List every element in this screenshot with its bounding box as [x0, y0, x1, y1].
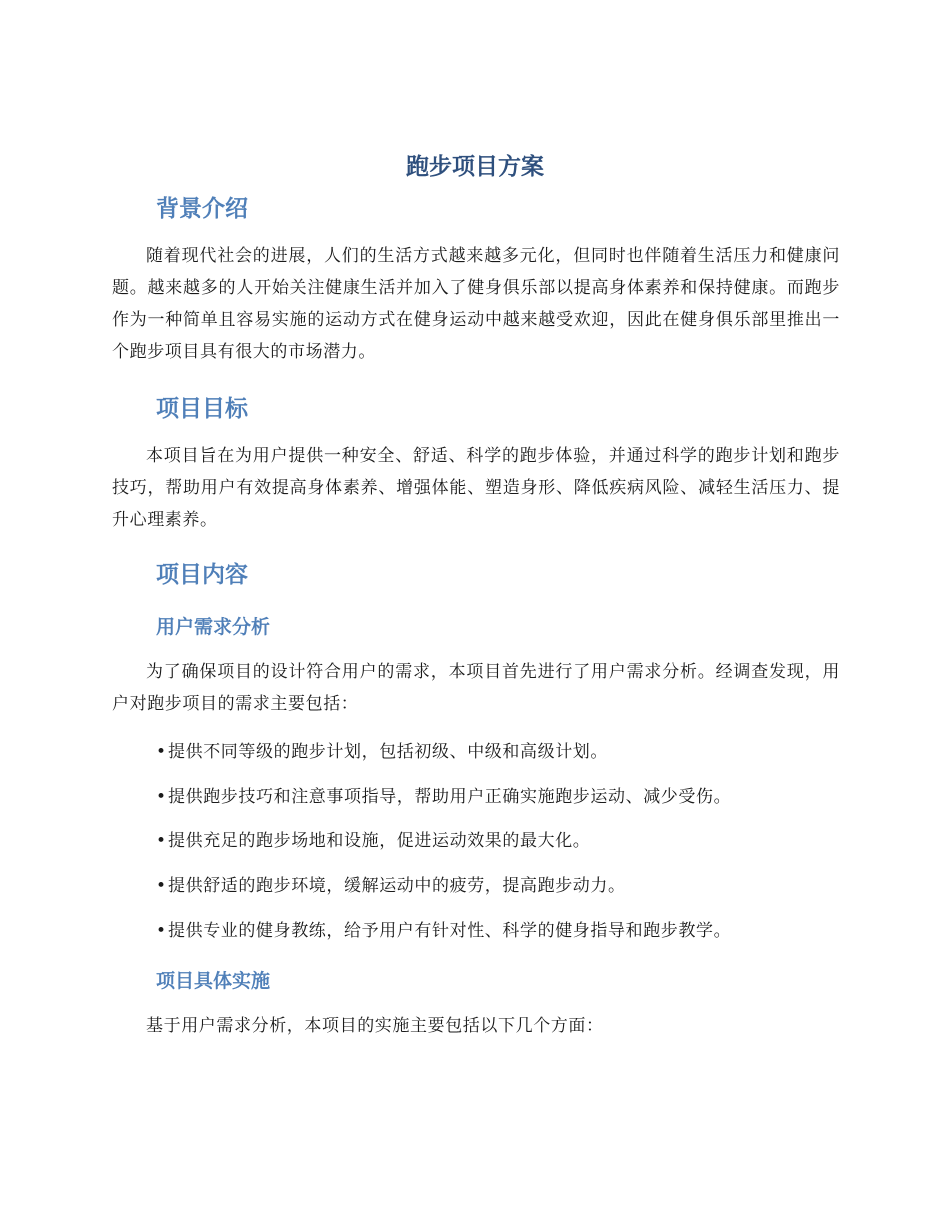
bullet-marker: • — [156, 831, 167, 851]
paragraph-needs-analysis: 为了确保项目的设计符合用户的需求，本项目首先进行了用户需求分析。经调查发现，用户对跑步项目的需求主要包括： — [112, 662, 840, 714]
list-item-text: 提供充足的跑步场地和设施，促进运动效果的最大化。 — [168, 831, 591, 851]
heading-content: 项目内容 — [156, 562, 248, 588]
list-item-text: 提供舒适的跑步环境，缓解运动中的疲劳，提高跑步动力。 — [168, 876, 626, 896]
list-item — [156, 740, 608, 764]
list-item — [156, 919, 731, 943]
bullet-marker: • — [156, 921, 167, 941]
paragraph-goal: 本项目旨在为用户提供一种安全、舒适、科学的跑步体验，并通过科学的跑步计划和跑步技巧，帮助用户有效提高身体素养、增强体能、塑造身形、降低疾病风险、减轻生活压力、提升心理素养。 — [112, 446, 840, 530]
list-item — [156, 785, 731, 809]
list-item — [156, 874, 626, 898]
list-item-text: 提供专业的健身教练，给予用户有针对性、科学的健身指导和跑步教学。 — [168, 921, 732, 941]
subheading-implementation: 项目具体实施 — [156, 970, 271, 992]
bullet-marker: • — [156, 742, 167, 762]
list-item-text: 提供跑步技巧和注意事项指导，帮助用户正确实施跑步运动、减少受伤。 — [168, 787, 732, 807]
bullet-marker: • — [156, 787, 167, 807]
subheading-needs-analysis: 用户需求分析 — [156, 616, 271, 638]
paragraph-background: 随着现代社会的进展，人们的生活方式越来越多元化，但同时也伴随着生活压力和健康问题。越来越多的人开始关注健康生活并加入了健身俱乐部以提高身体素养和保持健康。而跑步作为一种简单且容易实施的运动方式在健身运动中越来越受欢迎，因此在健身俱乐部里推出一个跑步项目具有很大的市场潜力。 — [112, 246, 840, 362]
heading-background: 背景介绍 — [156, 196, 248, 222]
bullet-marker: • — [156, 876, 167, 896]
list-item — [156, 829, 590, 853]
paragraph-implementation: 基于用户需求分析，本项目的实施主要包括以下几个方面： — [146, 1016, 604, 1036]
document-title: 跑步项目方案 — [406, 154, 544, 180]
heading-goal: 项目目标 — [156, 396, 248, 422]
list-item-text: 提供不同等级的跑步计划，包括初级、中级和高级计划。 — [168, 742, 608, 762]
